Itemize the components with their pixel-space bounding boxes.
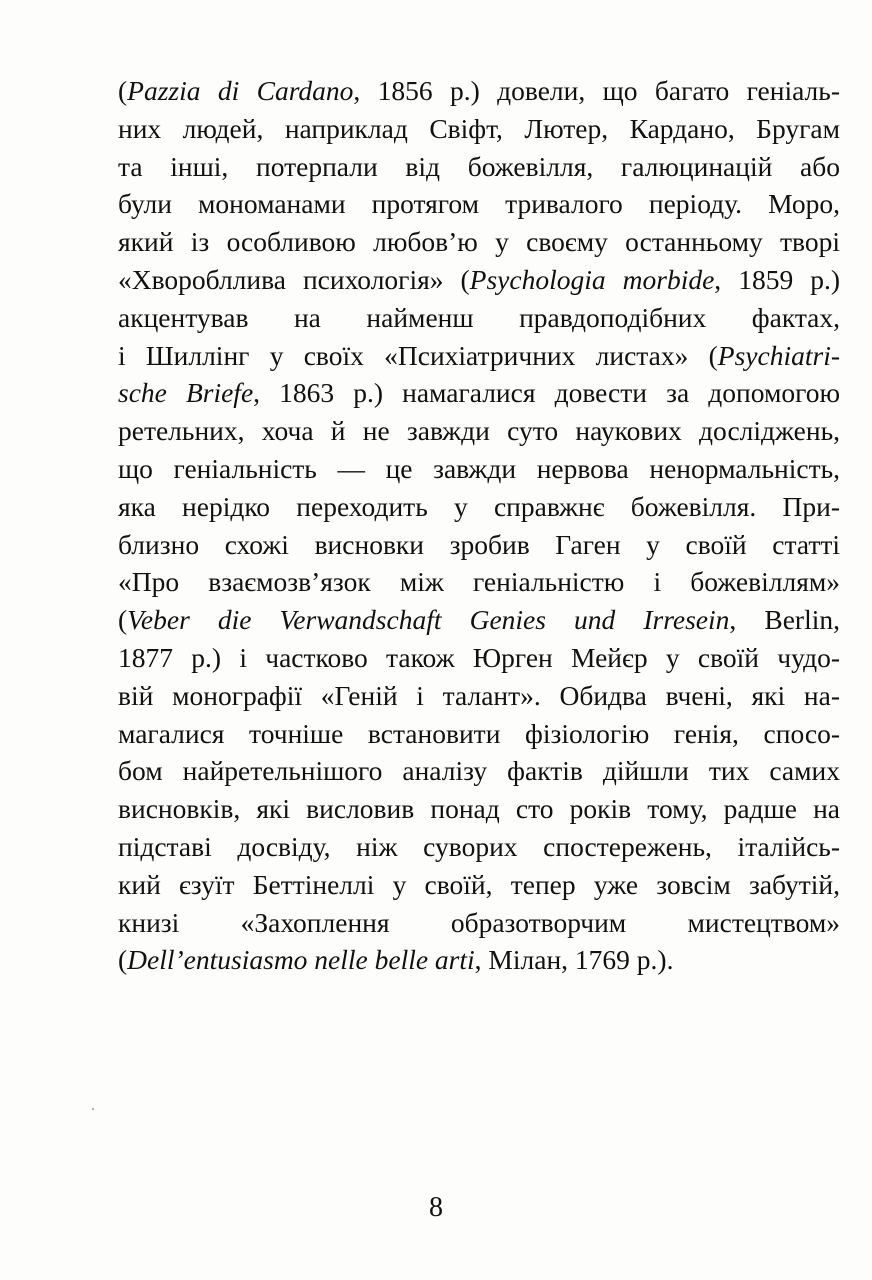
text-line: [118, 223, 840, 261]
text-run: 1877 р.) і частково також Юрген Мейєр у своїй чудо-: [118, 641, 840, 673]
text-line: [118, 904, 840, 942]
text-run: і Шиллінг у своїх «Психіатричних листах» (: [118, 339, 718, 371]
text-run: магалися точніше встановити фізіологію генія, спосо-: [118, 717, 840, 749]
text-run: (: [118, 604, 128, 636]
text-line: [118, 110, 840, 148]
text-line: [118, 337, 840, 375]
text-line: [118, 677, 840, 715]
text-line: [118, 185, 840, 223]
text-line: [118, 526, 840, 564]
text-run: них людей, наприклад Свіфт, Лютер, Кардано, Бругам: [118, 112, 840, 144]
text-line: [118, 261, 840, 299]
text-run: книзі «Захоплення образотворчим мистецтвом»: [118, 906, 840, 938]
text-run: бом найретельнішого аналізу фактів дійшли тих самих: [118, 755, 840, 787]
text-line: [118, 866, 840, 904]
text-line: [118, 790, 840, 828]
italic-title: sche Briefe: [118, 377, 254, 409]
text-run: вій монографії «Геній і талант». Обидва вчені, які на-: [118, 679, 840, 711]
text-run: , 1863 р.) намагалися довести за допомогою: [253, 377, 840, 409]
text-run: який із особливою любов’ю у своєму останньому творі: [118, 226, 840, 258]
italic-title: Psychiatri-: [717, 339, 840, 371]
text-line: [118, 639, 840, 677]
text-line: [118, 72, 840, 110]
text-line: [118, 299, 840, 337]
text-line: [118, 941, 840, 979]
text-line: [118, 412, 840, 450]
italic-title: Veber die Verwandschaft Genies und Irresein: [127, 604, 730, 636]
text-line: [118, 752, 840, 790]
page-number: 8: [429, 1192, 443, 1223]
text-run: «Про взаємозв’язок між геніальністю і божевіллям»: [118, 566, 840, 598]
text-line: [118, 374, 840, 412]
text-run: «Хворобллива психологія» (: [118, 263, 470, 295]
text-run: , 1859 р.): [714, 263, 840, 295]
text-run: підставі досвіду, ніж суворих спостережень, італійсь-: [118, 830, 840, 862]
text-run: були мономанами протягом тривалого періоду. Моро,: [118, 188, 840, 220]
text-run: та інші, потерпали від божевілля, галюцинацій або: [118, 150, 840, 182]
text-run: , Мілан, 1769 р.).: [474, 944, 674, 976]
text-run: що геніальність — це завжди нервова ненормальність,: [118, 452, 840, 484]
text-line: [118, 601, 840, 639]
text-run: яка нерідко переходить у справжнє божевілля. При-: [118, 490, 840, 522]
text-run: висновків, які висловив понад сто років тому, радше на: [118, 793, 840, 825]
text-run: (: [118, 75, 128, 106]
text-run: , 1856 р.) довели, що багато геніаль-: [353, 75, 840, 106]
text-line: [118, 828, 840, 866]
text-line: [118, 488, 840, 526]
italic-title: Psychologia morbide: [469, 263, 715, 295]
text-line: [118, 715, 840, 753]
body-text: [118, 72, 840, 979]
text-line: [118, 148, 840, 186]
text-run: , Berlin,: [729, 604, 840, 636]
text-run: кий єзуїт Беттінеллі у своїй, тепер уже зовсім забутій,: [118, 868, 840, 900]
text-line: [118, 563, 840, 601]
text-line: [118, 450, 840, 488]
text-run: (: [118, 944, 128, 976]
text-run: ретельних, хоча й не завжди суто наукових досліджень,: [118, 415, 840, 447]
paper-speck: [92, 1108, 94, 1110]
text-run: близно схожі висновки зробив Гаген у своїй статті: [118, 528, 840, 560]
italic-title: Dell’entusiasmo nelle belle arti: [127, 944, 475, 976]
text-run: акцентував на найменш правдоподібних фактах,: [118, 301, 840, 333]
italic-title: Pazzia di Cardano: [127, 75, 354, 106]
